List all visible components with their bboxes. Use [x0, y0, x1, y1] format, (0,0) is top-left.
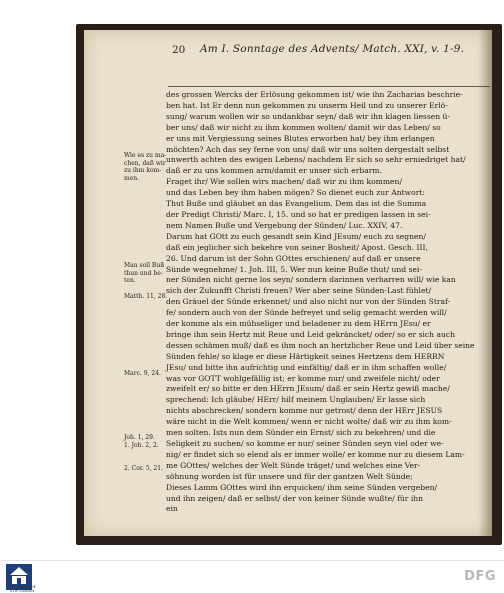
text-line: was vor GOTT wohlgefällig ist; er komme nur/ und zweifele nicht/ oder [166, 373, 440, 383]
viewer-footer [0, 560, 504, 593]
text-line: unwerth achten des ewigen Lebens/ nachdem Er sich so sehr erniedriget hat/ [166, 155, 466, 165]
text-line: Sünde wegnehme/ 1. Joh. III, 5. Wer nun keine Buße thut/ und sei- [166, 264, 422, 274]
text-line: der komme als ein mühseliger und beladener zu dem HErrn JEsu/ er [166, 319, 431, 329]
text-line: Fraget ihr/ Wie sollen wirs machen/ daß wir zu ihm kommen/ [166, 177, 403, 187]
text-line: Thut Buße und gläubet an das Evangelium. Dem das ist die Summa [166, 199, 427, 209]
running-header [96, 40, 488, 60]
text-line: Sünden fehle/ so klage er diese Härtigkeit seines Hertzens dem HERRN [166, 351, 445, 361]
text-line: sung/ warum wollen wir so undankbar seyn/ daß wir ihn klagen liessen ü- [166, 111, 450, 121]
text-line: me GOttes/ welches der Welt Sünde träget/ und welches eine Ver- [166, 460, 421, 470]
text-line: ein [166, 504, 178, 514]
text-line: dessen schämen muß/ daß es ihm noch an hertzlicher Reue und Leid über seine [166, 340, 475, 350]
text-line: nig/ er findet sich so elend als er immer wolle/ er komme nur zu diesem Lam- [166, 449, 465, 459]
body-text [166, 90, 482, 515]
margin-note-penance: Man soll Buß thun und be- ten. [124, 262, 165, 284]
text-line: sich der Zukunfft Christi freuen? Wer aber seine Sünden-Last fühlet/ [166, 286, 432, 296]
text-line: Dieses Lamm GOttes wird ihn erquicken/ ihm seine Sünden vergeben/ [166, 482, 438, 492]
text-line: nem Namen Buße und Vergebung der Sünden/ Luc. XXIV, 47. [166, 220, 403, 230]
text-line: ber uns/ daß wir nicht zu ihm kommen wolten/ damit wir das Leben/ so [166, 122, 441, 132]
margin-note-mark: Marc. 9, 24. [124, 370, 161, 377]
text-line: ner Sünden nicht gerne los seyn/ sondern darinnen verharren will/ wie kan [166, 275, 456, 285]
text-line: JEsu/ und bitte ihn aufrichtig und einfältig/ daß er in ihm schaffen wolle/ [166, 362, 447, 372]
text-line: zweifelt er/ so bitte er den HErrn JEsum/ daß er sein Hertz gewiß mache/ [166, 384, 450, 394]
text-line: er uns mit Vergiessung seines Blutes erworben hat/ bey ihm erlangen [166, 133, 435, 143]
text-line: möchten? Ach das sey ferne von uns/ daß wir uns solten dergestalt selbst [166, 144, 450, 154]
margin-note-john: Joh. 1, 29. 1. Joh. 2, 2. [124, 434, 159, 449]
book-page [84, 30, 492, 536]
text-line: fe/ sondern auch von der Sünde befreyet und selig gemacht werden will/ [166, 308, 447, 318]
text-line: söhnung worden ist für unsere und für der gantzen Welt Sünde; [166, 471, 413, 481]
text-line: des grossen Wercks der Erlösung gekommen ist/ wie ihn Zacharias beschrie- [166, 90, 463, 99]
text-line: men solten. Ists nun dem Sünder ein Ernst/ sich zu bekehren/ und die [166, 428, 436, 438]
page-number: 20 [172, 44, 186, 56]
text-line: der Predigt Christi/ Marc. I, 15. und so hat er predigen lassen in sei- [166, 209, 431, 219]
text-line: Seligkeit zu suchen/ so komme er nur/ seiner Sünden seyn viel oder we- [166, 439, 444, 448]
text-line: sprechend: Ich gläube/ HErr/ hilf meinem Unglauben/ Er lasse sich [166, 395, 426, 405]
text-line: den Gräuel der Sünde erkennet/ und also nicht nur von der Sünden Straf- [166, 297, 451, 307]
text-line: ben hat. Ist Er denn nun gekommen zu unserm Heil und zu unserer Erlö- [166, 100, 448, 110]
text-line: und ihn zeigen/ daß er selbst/ der von keiner Sünde wußte/ für ihn [166, 493, 424, 503]
library-name: FRANCKESCHE STIFTUNGEN [8, 584, 36, 593]
header-rule [168, 86, 490, 87]
text-line: wäre nicht in die Welt kommen/ wenn er nicht wolte/ daß wir zu ihm kom- [166, 417, 452, 427]
text-line: daß er zu uns kommen arm/damit er unser sich erbarm. [166, 166, 382, 176]
text-line: 26. Und darum ist der Sohn GOttes erschienen/ auf daß er unsere [166, 253, 421, 263]
text-line: bringe ihm sein Hertz mit Reue und Leid gekräncket/ oder/ so er sich auch [166, 329, 456, 339]
text-line: Darum hat GOtt zu euch gesandt sein Kind JEsum/ euch zu segnen/ [166, 231, 426, 241]
text-line: und das Leben bey ihm haben mögen? So dienet euch zur Antwort: [166, 188, 425, 198]
margin-note-matthew: Matth. 11, 28. [124, 293, 168, 300]
text-line: daß ein jeglicher sich bekehre von seiner Bosheit/ Apost. Gesch. III, [166, 242, 428, 252]
text-line: nichts abschrecken/ sondern komme nur getrost/ denn der HErr JESUS [166, 406, 443, 416]
margin-note-how-to-come: Wie es zu ma- chen, daß wir zu ihm kom- men. [124, 152, 167, 182]
page-header-title: Am I. Sonntage des Advents/ Match. XXI, v. 1-9. [200, 43, 465, 55]
margin-note-corinthians: 2. Cor. 5, 21. [124, 465, 164, 472]
dfg-logo[interactable]: DFG [464, 569, 496, 584]
